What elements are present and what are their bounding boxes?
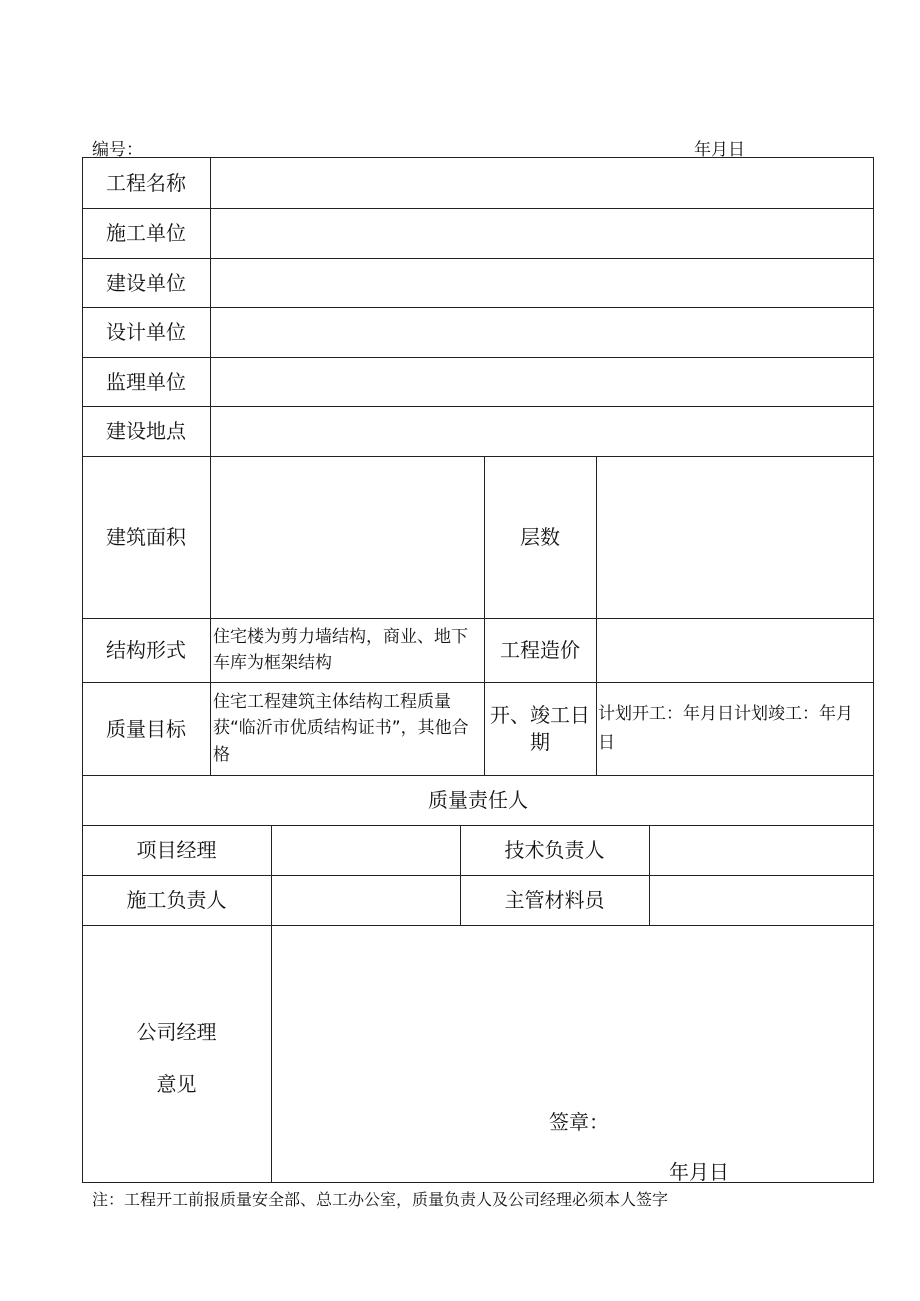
col-divider	[649, 825, 650, 925]
design-unit-label: 设计单位	[106, 320, 186, 344]
row-divider	[82, 925, 874, 926]
header-date: 年月日	[694, 140, 745, 160]
col-divider	[271, 825, 272, 1183]
supervision-unit-label: 监理单位	[106, 369, 186, 394]
project-manager-label: 项目经理	[136, 838, 217, 862]
owner-unit-label: 建设单位	[106, 270, 186, 295]
floors-label: 层数	[520, 525, 560, 549]
seal-label: 签章：	[549, 1110, 609, 1134]
col-divider	[210, 157, 211, 775]
col-divider	[596, 456, 597, 775]
structure-form-value: 住宅楼为剪力墙结构，商业、地下车库为框架结构	[213, 626, 468, 673]
construction-unit-label: 施工单位	[106, 221, 186, 245]
responsible-section-title: 质量责任人	[428, 788, 528, 812]
footer-note: 注：工程开工前报质量安全部、总工办公室，质量负责人及公司经理必须本人签字	[92, 1190, 669, 1209]
dates-label: 开、竣工日期	[490, 702, 590, 754]
project-name-label: 工程名称	[106, 170, 186, 195]
dates-value: 计划开工：年月日计划竣工：年月日	[598, 703, 853, 753]
tech-lead-label: 技术负责人	[504, 838, 605, 862]
opinion-date: 年月日	[669, 1160, 729, 1184]
project-cost-label: 工程造价	[500, 638, 580, 662]
opinion-label-line1: 公司经理	[136, 1020, 217, 1044]
number-label: 编号：	[92, 140, 143, 160]
site-label: 建设地点	[106, 419, 186, 443]
construction-lead-label: 施工负责人	[126, 888, 227, 912]
building-area-label: 建筑面积	[106, 525, 186, 549]
opinion-label-line2: 意见	[156, 1072, 197, 1096]
materials-officer-label: 主管材料员	[504, 888, 605, 912]
quality-target-value: 住宅工程建筑主体结构工程质量获“临沂市优质结构证书”，其他合格	[213, 691, 469, 765]
quality-target-label: 质量目标	[106, 716, 186, 741]
structure-form-label: 结构形式	[106, 638, 186, 662]
